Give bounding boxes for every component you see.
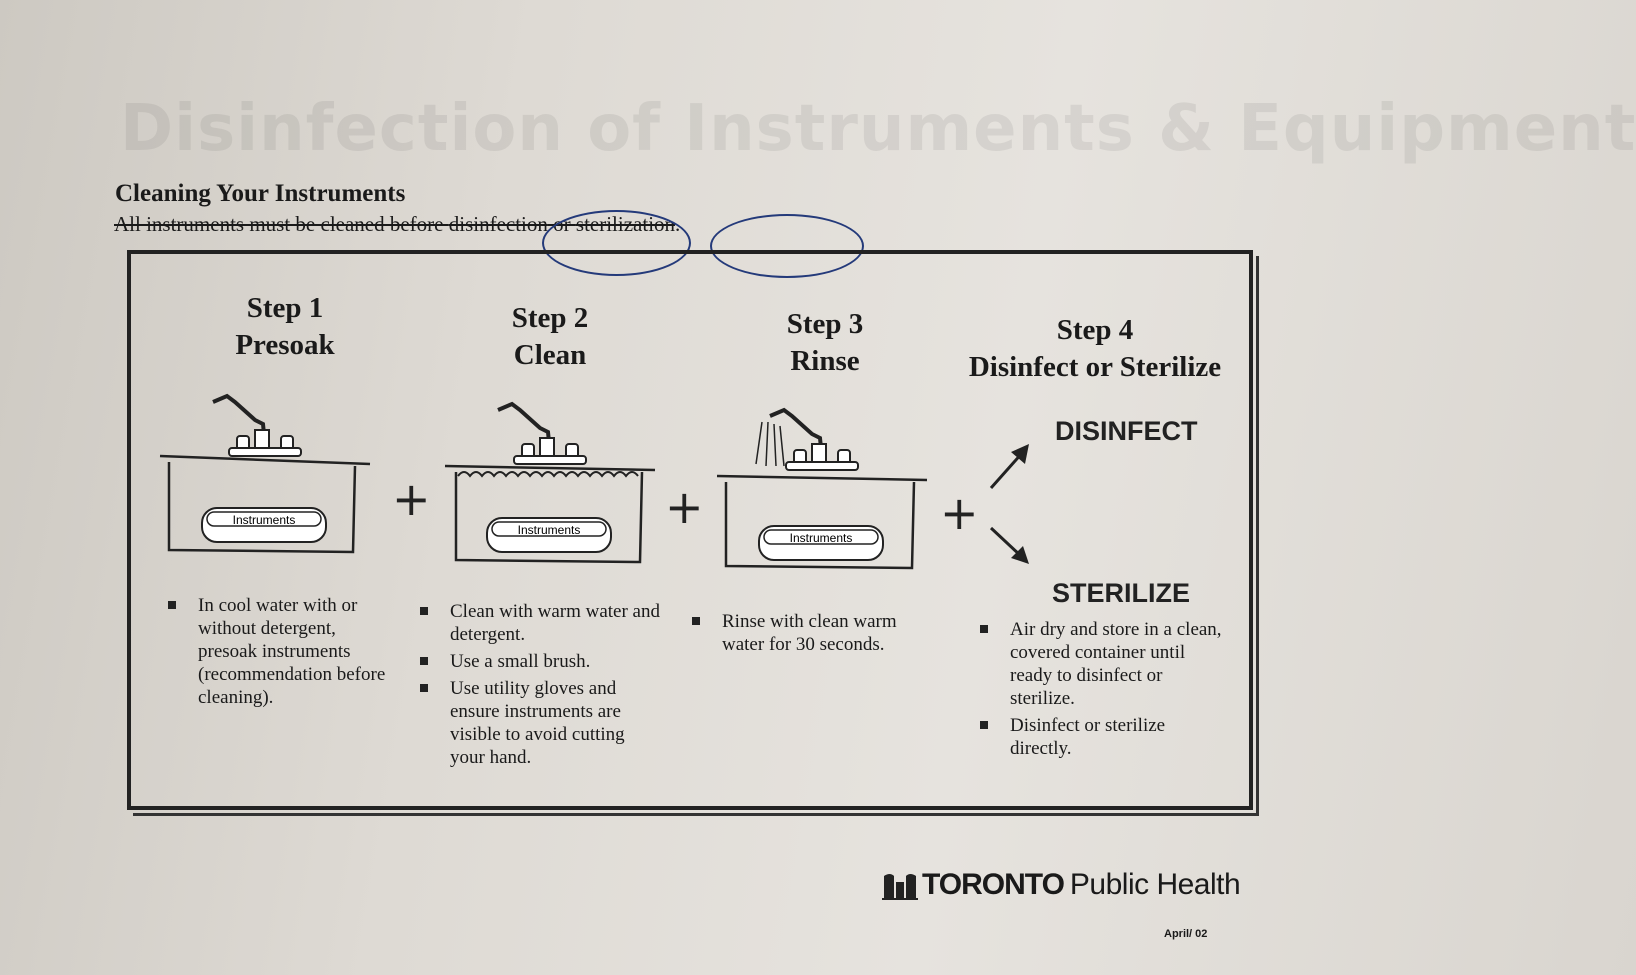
step-1-number: Step 1 bbox=[246, 292, 324, 324]
logo-word-public-health: Public Health bbox=[1069, 868, 1241, 901]
arrow-up-right-icon bbox=[985, 440, 1035, 495]
sink-3-label: Instruments bbox=[789, 531, 853, 545]
circled-word-sterilization: sterilization bbox=[575, 212, 676, 236]
footer-date: April/ 02 bbox=[1164, 928, 1208, 940]
list-item: Use utility gloves and ensure instruments are visible to avoid cutting your hand. bbox=[420, 677, 660, 769]
section-heading: Cleaning Your Instruments bbox=[115, 180, 406, 207]
list-item: Clean with warm water and detergent. bbox=[420, 600, 660, 646]
plus-sign-2: + bbox=[665, 480, 704, 534]
step-2-number: Step 2 bbox=[511, 302, 589, 334]
step-4-number: Step 4 bbox=[1056, 314, 1134, 346]
step-3-bullets bbox=[692, 610, 932, 660]
step-3-number: Step 3 bbox=[786, 308, 864, 340]
sink-clean-illustration bbox=[440, 398, 665, 573]
subheading-text-end: . bbox=[675, 212, 681, 236]
step-4-bullets bbox=[980, 618, 1230, 764]
sink-presoak-illustration bbox=[155, 390, 380, 565]
step-2-bullets bbox=[420, 600, 660, 773]
step-4-title bbox=[945, 312, 1245, 386]
step-2-title bbox=[465, 300, 635, 374]
plus-sign-1: + bbox=[392, 472, 431, 526]
toronto-public-health-logo bbox=[882, 868, 1240, 902]
step-1-name: Presoak bbox=[235, 329, 335, 361]
sink-rinse-illustration bbox=[712, 404, 937, 579]
list-item: Use a small brush. bbox=[420, 650, 660, 673]
outcome-sterilize: STERILIZE bbox=[1052, 578, 1191, 608]
subheading-text-mid: or bbox=[547, 212, 576, 236]
list-item: Rinse with clean warm water for 30 seconds. bbox=[692, 610, 932, 656]
step-2-name: Clean bbox=[513, 339, 587, 371]
step-4-name: Disinfect or Sterilize bbox=[968, 351, 1222, 383]
list-item: Disinfect or sterilize directly. bbox=[980, 714, 1230, 760]
circled-word-disinfection: disinfection bbox=[448, 212, 548, 236]
background-bleed-through-title: Disinfection of Instruments & Equipment bbox=[120, 92, 1636, 166]
step-3-title bbox=[740, 306, 910, 380]
sink-2-label: Instruments bbox=[517, 523, 581, 537]
step-1-bullets bbox=[168, 594, 393, 713]
list-item: Air dry and store in a clean, covered container until ready to disinfect or sterilize. bbox=[980, 618, 1230, 710]
outcome-disinfect: DISINFECT bbox=[1055, 416, 1198, 446]
list-item: In cool water with or without detergent, presoak instruments (recommendation before cleaning). bbox=[168, 594, 393, 709]
city-hall-logo-icon bbox=[882, 870, 918, 900]
logo-word-toronto: TORONTO bbox=[922, 868, 1064, 901]
plus-sign-3: + bbox=[940, 486, 979, 540]
sink-1-label: Instruments bbox=[232, 513, 296, 527]
arrow-down-right-icon bbox=[985, 520, 1035, 570]
step-1-title bbox=[200, 290, 370, 364]
subheading-text-start: All instruments must be cleaned before bbox=[114, 212, 449, 236]
step-3-name: Rinse bbox=[790, 345, 860, 377]
